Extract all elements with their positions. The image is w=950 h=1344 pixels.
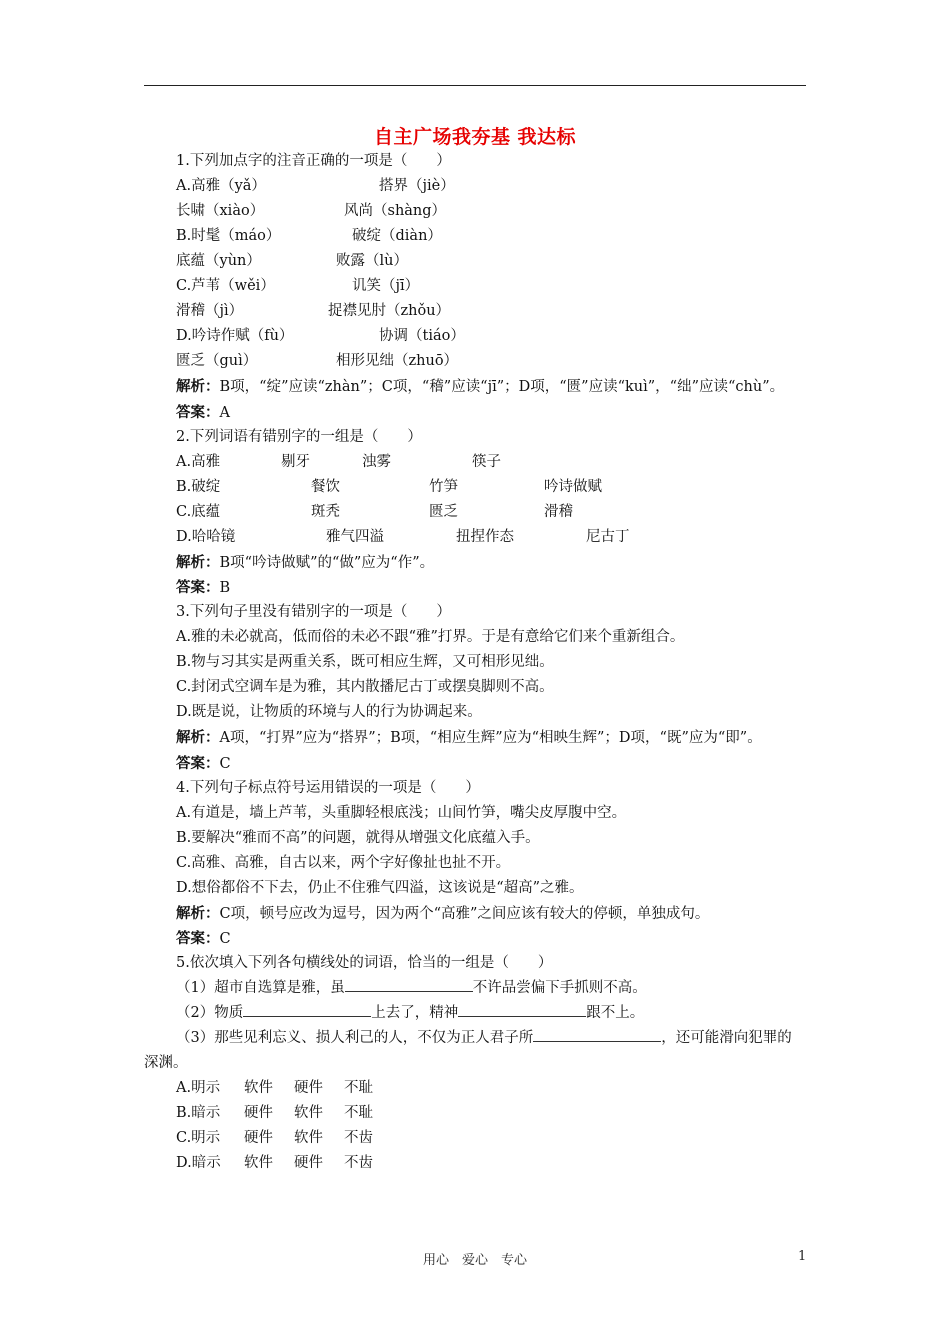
q3-option: A.雅的未必就高，低而俗的未必不跟“雅”打界。于是有意给它们来个重新组合。 (176, 629, 685, 645)
header-rule (144, 85, 806, 86)
q5-sentence-2: （2）物质 上去了，精神 跟不上。 (176, 1001, 806, 1026)
q4-answer: 答案：C (176, 930, 231, 947)
q2-row: B.破绽 餐饮 竹笋 吟诗做赋 (176, 479, 602, 495)
q1-row: 底蕴（yùn） 败露（lù） (176, 253, 408, 269)
q5-option: A.明示 软件 硬件 不耻 (176, 1080, 373, 1096)
q4-stem: 4.下列句子标点符号运用错误的一项是（ ） (176, 780, 480, 796)
blank-line (243, 1002, 371, 1017)
blank-line (345, 977, 473, 992)
q1-row: 滑稽（jì） 捉襟见肘（zhǒu） (176, 303, 451, 319)
q2-stem: 2.下列词语有错别字的一组是（ ） (176, 429, 422, 445)
document-body (144, 149, 806, 1176)
q5-option: C.明示 硬件 软件 不齿 (176, 1130, 373, 1146)
page-footer: 用心 爱心 专心 (422, 1253, 527, 1268)
page-title: 自主广场我夯基 我达标 (373, 126, 577, 148)
q4-option: C.高雅、高雅，自古以来，两个字好像扯也扯不开。 (176, 855, 511, 871)
q5-option: B.暗示 硬件 软件 不耻 (176, 1105, 373, 1121)
q5-option: D.暗示 软件 硬件 不齿 (176, 1155, 373, 1171)
q2-answer: 答案：B (176, 579, 231, 596)
page-number: 1 (798, 1249, 807, 1264)
q4-option: A.有道是，墙上芦苇，头重脚轻根底浅；山间竹笋，嘴尖皮厚腹中空。 (176, 805, 627, 821)
q1-row: D.吟诗作赋（fù） 协调（tiáo） (176, 328, 465, 344)
q1-row: A.高雅（yǎ） 搭界（jiè） (176, 178, 455, 194)
blank-line (458, 1002, 586, 1017)
q4-option: D.想俗都俗不下去，仍止不住雅气四溢，这该说是“超高”之雅。 (176, 880, 584, 896)
q1-row: 匮乏（guì） 相形见绌（zhuō） (176, 353, 459, 369)
blank-line (533, 1027, 661, 1042)
q4-option: B.要解决“雅而不高”的问题，就得从增强文化底蕴入手。 (176, 830, 540, 846)
q2-row: D.哈哈镜 雅气四溢 扭捏作态 尼古丁 (176, 529, 630, 545)
q2-row: C.底蕴 斑秃 匮乏 滑稽 (176, 504, 573, 520)
q1-analysis: 解析：B项，“绽”应读“zhàn”；C项，“稽”应读“jī”；D项，“匮”应读“kuì”，“绌”应读“chù”。 (176, 378, 785, 395)
q5-stem: 5.依次填入下列各句横线处的词语，恰当的一组是（ ） (176, 955, 553, 971)
q2-analysis: 解析：B项“吟诗做赋”的“做”应为“作”。 (176, 554, 435, 571)
q3-analysis: 解析：A项，“打界”应为“搭界”；B项，“相应生辉”应为“相映生辉”；D项，“既”应为“即”。 (176, 729, 762, 746)
q1-stem: 1.下列加点字的注音正确的一项是（ ） (176, 153, 451, 169)
q2-row: A.高雅 剔牙 浊雾 筷子 (176, 454, 501, 470)
q3-option: C.封闭式空调车是为雅，其内散播尼古丁或摆臭脚则不高。 (176, 679, 554, 695)
q1-row: B.时髦（máo） 破绽（diàn） (176, 228, 442, 244)
q5-sentence-1: （1）超市自选算是雅，虽 不许品尝偏下手抓则不高。 (176, 976, 806, 1001)
q5-sentence-3: （3）那些见利忘义、损人利己的人，不仅为正人君子所 ，还可能滑向犯罪的深渊。 (144, 1026, 806, 1076)
q4-analysis: 解析：C项，顿号应改为逗号，因为两个“高雅”之间应该有较大的停顿，单独成句。 (176, 905, 710, 922)
q3-stem: 3.下列句子里没有错别字的一项是（ ） (176, 604, 451, 620)
q1-answer: 答案：A (176, 404, 230, 421)
q3-option: B.物与习其实是两重关系，既可相应生辉，又可相形见绌。 (176, 654, 554, 670)
q1-row: C.芦苇（wěi） 讥笑（jī） (176, 278, 420, 294)
q1-row: 长啸（xiào） 风尚（shàng） (176, 203, 447, 219)
q3-answer: 答案：C (176, 755, 231, 772)
q3-option: D.既是说，让物质的环境与人的行为协调起来。 (176, 704, 482, 720)
